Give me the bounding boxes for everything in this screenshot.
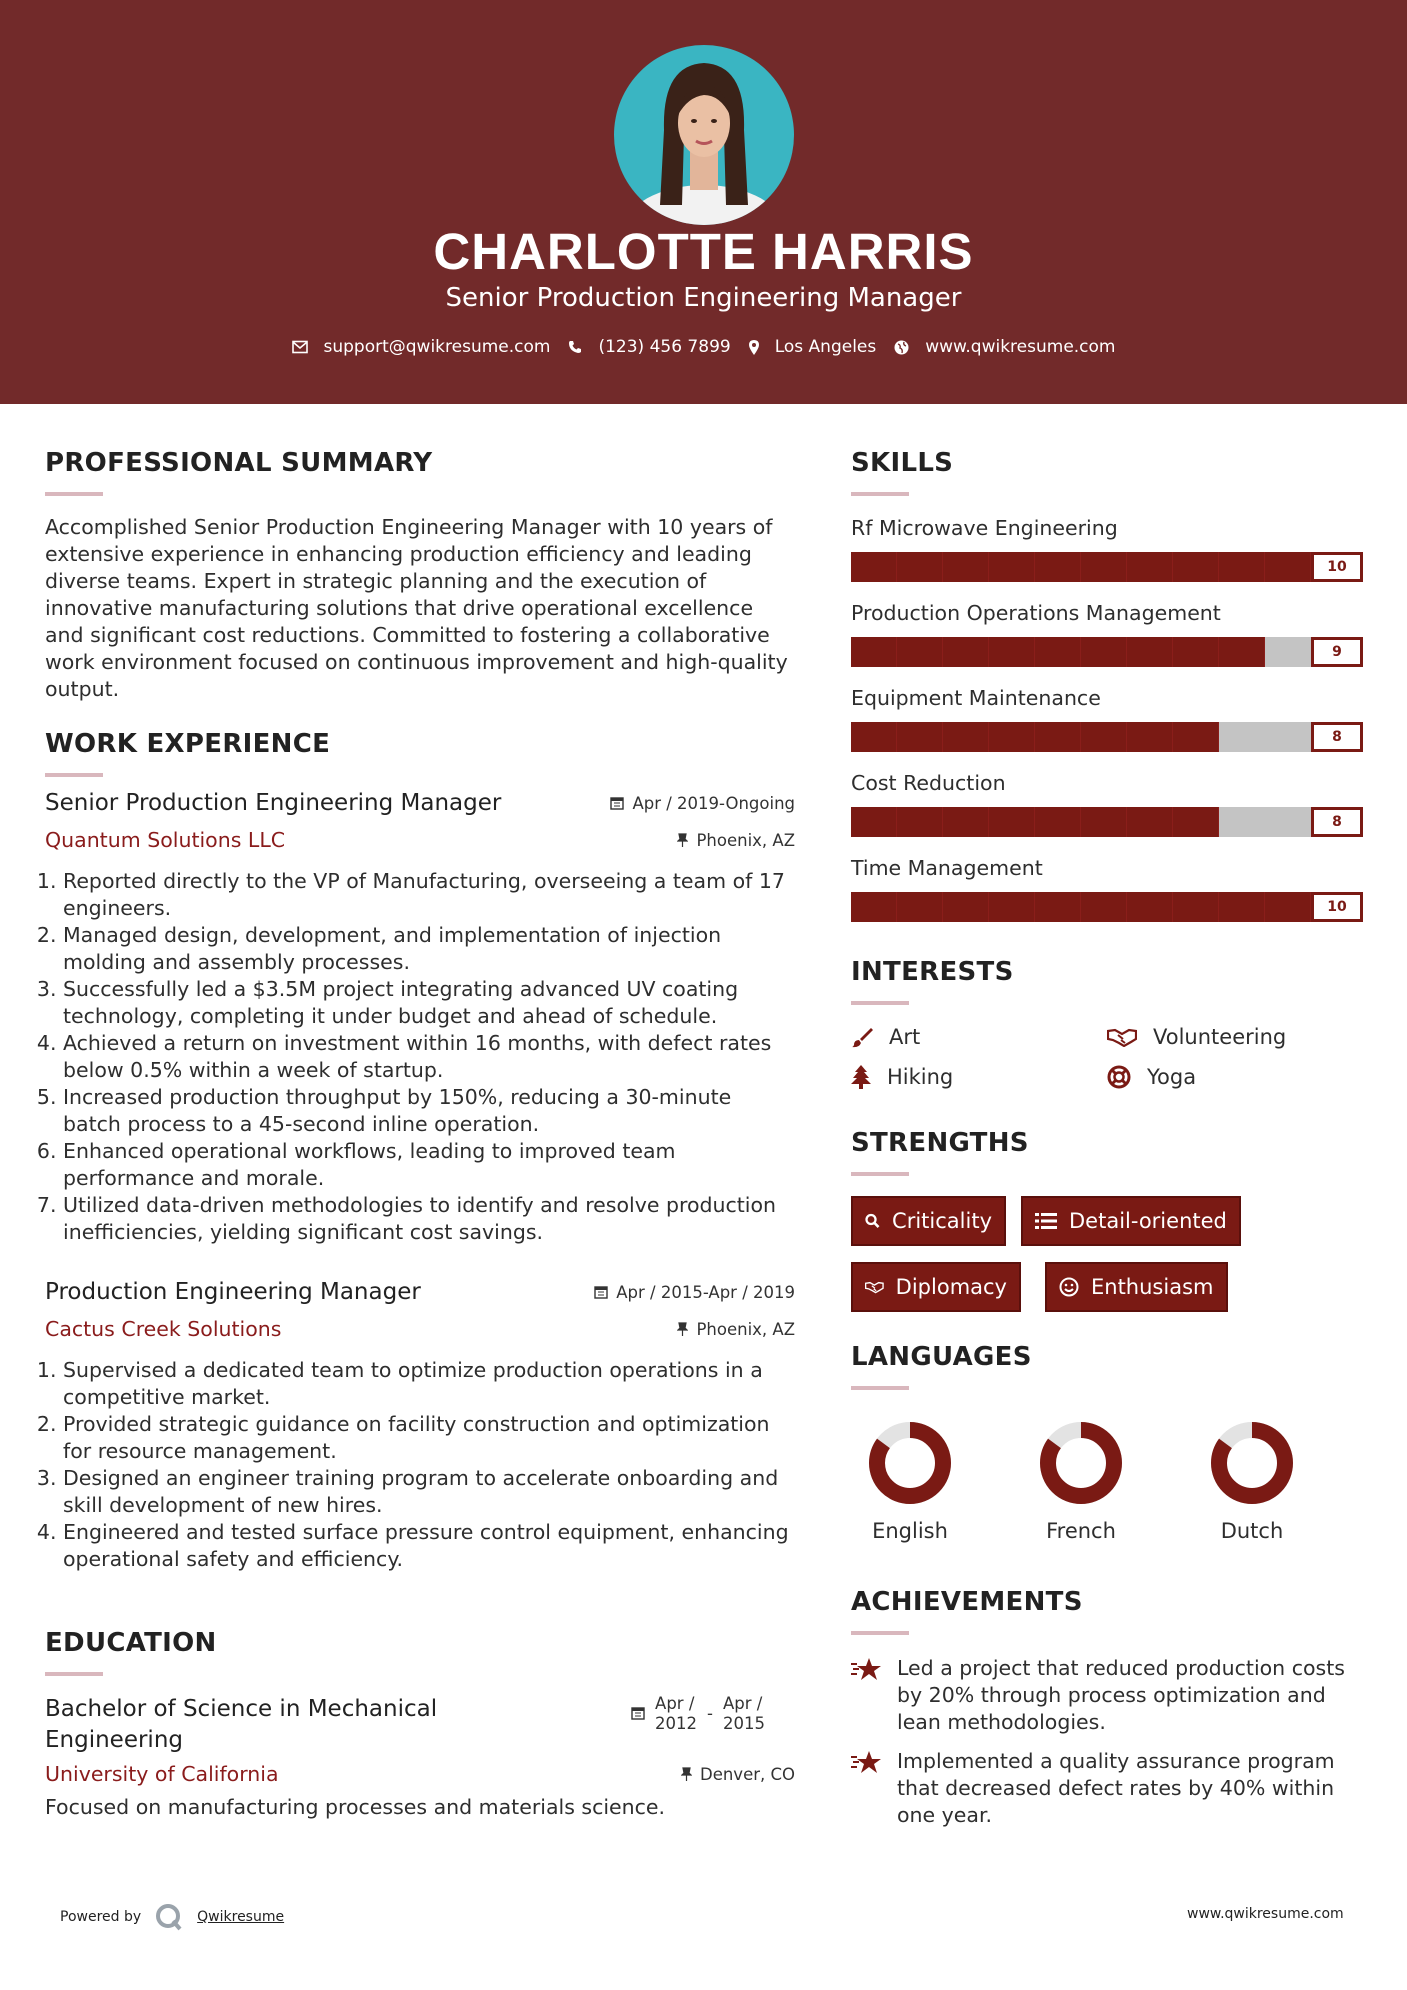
skill-bar bbox=[851, 892, 1363, 922]
skill-segment bbox=[851, 807, 897, 837]
achievement-item bbox=[851, 1748, 1363, 1829]
achievement-text: Implemented a quality assurance program that decreased defect rates by 40% within one year. bbox=[897, 1749, 1335, 1827]
skill-segment bbox=[897, 637, 943, 667]
list-item: 4. Achieved a return on investment within 16 months, with defect rates below 0.5% within a week of startup. bbox=[63, 1030, 795, 1084]
interest-item bbox=[1107, 1065, 1363, 1089]
skill-level-badge: 8 bbox=[1311, 722, 1363, 752]
school-name: University of California bbox=[45, 1762, 279, 1786]
language-label: French bbox=[1046, 1519, 1116, 1543]
skill-segment bbox=[1173, 637, 1219, 667]
tree-icon bbox=[851, 1065, 871, 1089]
skill-segment bbox=[989, 722, 1035, 752]
search-icon bbox=[865, 1211, 880, 1231]
job-dates bbox=[610, 794, 795, 813]
calendar-icon bbox=[594, 1285, 608, 1299]
language-donut bbox=[1038, 1420, 1124, 1506]
list-item: 3. Successfully led a $3.5M project integrating advanced UV coating technology, completing it under budget and ahead of schedule. bbox=[63, 976, 795, 1030]
strength-chip bbox=[851, 1196, 1006, 1246]
powered-by-text: Powered by bbox=[60, 1909, 142, 1925]
skill-item bbox=[851, 516, 1363, 582]
pushpin-icon bbox=[681, 1767, 692, 1782]
language-donut bbox=[867, 1420, 953, 1506]
job-location bbox=[677, 1320, 795, 1339]
footer-powered bbox=[60, 1903, 284, 1931]
job-entry bbox=[45, 1279, 795, 1573]
skill-segment bbox=[851, 552, 897, 582]
skill-segment bbox=[1035, 637, 1081, 667]
job-bullets bbox=[45, 868, 795, 1246]
education-section bbox=[45, 1628, 795, 1821]
heading-underline bbox=[851, 1172, 909, 1176]
skill-segment bbox=[1173, 892, 1219, 922]
list-item: 7. Utilized data-driven methodologies to identify and resolve production inefficiencies, yielding significant cost savings. bbox=[63, 1192, 795, 1246]
skill-segment bbox=[1081, 722, 1127, 752]
brush-icon bbox=[851, 1026, 873, 1048]
profile-photo bbox=[614, 45, 794, 225]
skill-bar bbox=[851, 552, 1363, 582]
calendar-icon bbox=[631, 1706, 645, 1720]
end-year: 2015 bbox=[723, 1714, 765, 1733]
list-icon bbox=[1035, 1212, 1057, 1230]
list-item: 3. Designed an engineer training program to accelerate onboarding and skill development of new hires. bbox=[63, 1465, 795, 1519]
job-title: Production Engineering Manager bbox=[45, 1279, 421, 1305]
skill-segment bbox=[1219, 552, 1265, 582]
contact-website[interactable] bbox=[894, 337, 1115, 357]
skill-name: Equipment Maintenance bbox=[851, 686, 1101, 710]
heading-underline bbox=[851, 492, 909, 496]
strength-chip bbox=[1045, 1262, 1228, 1312]
degree-title: Bachelor of Science in Mechanical Engineering bbox=[45, 1696, 438, 1753]
skill-segment bbox=[943, 807, 989, 837]
company-name: Cactus Creek Solutions bbox=[45, 1317, 282, 1341]
achievement-item bbox=[851, 1655, 1363, 1736]
heading-underline bbox=[851, 1001, 909, 1005]
skill-bar bbox=[851, 722, 1363, 752]
skill-segment bbox=[897, 807, 943, 837]
qwikresume-logo-icon bbox=[155, 1903, 183, 1931]
skill-segment bbox=[897, 722, 943, 752]
education-location-text: Denver, CO bbox=[699, 1764, 795, 1784]
skill-segment bbox=[1265, 552, 1311, 582]
language-item bbox=[1192, 1420, 1312, 1543]
star-icon bbox=[851, 1657, 883, 1681]
strength-label: Criticality bbox=[892, 1209, 992, 1233]
strength-chip bbox=[1021, 1196, 1241, 1246]
skill-segment bbox=[989, 892, 1035, 922]
skill-segment bbox=[1127, 892, 1173, 922]
date-separator: - bbox=[707, 1704, 713, 1723]
company-name: Quantum Solutions LLC bbox=[45, 828, 286, 852]
skill-segment bbox=[1173, 807, 1219, 837]
education-heading: EDUCATION bbox=[45, 1628, 217, 1658]
contact-location bbox=[749, 337, 877, 357]
strength-label: Detail-oriented bbox=[1069, 1209, 1227, 1233]
language-item bbox=[850, 1420, 970, 1543]
interest-label: Yoga bbox=[1147, 1065, 1197, 1089]
job-dates-text: Apr / 2019-Ongoing bbox=[632, 793, 795, 813]
phone-icon bbox=[568, 340, 582, 354]
skill-name: Time Management bbox=[851, 856, 1043, 880]
skill-segment bbox=[1081, 552, 1127, 582]
skill-segment bbox=[1035, 552, 1081, 582]
interests-section bbox=[851, 957, 1363, 1089]
skills-heading: SKILLS bbox=[851, 448, 954, 478]
education-location bbox=[681, 1765, 795, 1784]
list-item: 2. Managed design, development, and implementation of injection molding and assembly processes. bbox=[63, 922, 795, 976]
skill-item bbox=[851, 771, 1363, 837]
smile-icon bbox=[1059, 1277, 1079, 1297]
skill-level-badge: 10 bbox=[1311, 552, 1363, 582]
strengths-section bbox=[851, 1128, 1363, 1176]
candidate-title: Senior Production Engineering Manager bbox=[445, 283, 962, 313]
skill-bar bbox=[851, 637, 1363, 667]
strength-label: Enthusiasm bbox=[1091, 1275, 1214, 1299]
skills-section bbox=[851, 448, 1363, 922]
interest-label: Hiking bbox=[887, 1065, 954, 1089]
skill-segment bbox=[851, 892, 897, 922]
job-entry bbox=[45, 790, 795, 1246]
skill-segment bbox=[1127, 807, 1173, 837]
skill-segment bbox=[943, 637, 989, 667]
skill-segment bbox=[897, 552, 943, 582]
calendar-icon bbox=[610, 796, 624, 810]
contact-row bbox=[0, 337, 1407, 357]
job-location-text: Phoenix, AZ bbox=[696, 830, 795, 850]
languages-heading: LANGUAGES bbox=[851, 1342, 1032, 1372]
skill-segment bbox=[989, 807, 1035, 837]
skill-segment bbox=[1219, 637, 1265, 667]
strength-chip bbox=[851, 1262, 1021, 1312]
skill-level-badge: 9 bbox=[1311, 637, 1363, 667]
brand-link[interactable]: Qwikresume bbox=[197, 1909, 285, 1925]
skill-name: Cost Reduction bbox=[851, 771, 1006, 795]
list-item: 1. Supervised a dedicated team to optimize production operations in a competitive market. bbox=[63, 1357, 795, 1411]
skill-segment bbox=[851, 722, 897, 752]
heading-underline bbox=[45, 492, 103, 496]
language-item bbox=[1021, 1420, 1141, 1543]
handshake-icon bbox=[865, 1277, 884, 1297]
skill-segment bbox=[1173, 552, 1219, 582]
skill-segment bbox=[1035, 892, 1081, 922]
interest-item bbox=[1107, 1025, 1363, 1049]
end-month: Apr / bbox=[723, 1694, 763, 1713]
skill-segment bbox=[1219, 807, 1265, 837]
skill-segment bbox=[1081, 807, 1127, 837]
skill-segment bbox=[1265, 807, 1311, 837]
website-text: www.qwikresume.com bbox=[925, 337, 1116, 357]
pushpin-icon bbox=[677, 1322, 688, 1337]
start-month: Apr / bbox=[655, 1694, 695, 1713]
location-text: Los Angeles bbox=[774, 337, 877, 357]
strengths-heading: STRENGTHS bbox=[851, 1128, 1029, 1158]
list-item: 2. Provided strategic guidance on facility construction and optimization for resource management. bbox=[63, 1411, 795, 1465]
skill-segment bbox=[1265, 637, 1311, 667]
skills-list bbox=[851, 516, 1363, 922]
skill-level-badge: 10 bbox=[1311, 892, 1363, 922]
skill-segment bbox=[989, 637, 1035, 667]
achievements-section bbox=[851, 1587, 1363, 1829]
education-note: Focused on manufacturing processes and materials science. bbox=[45, 1795, 666, 1819]
language-donut bbox=[1209, 1420, 1295, 1506]
job-location-text: Phoenix, AZ bbox=[696, 1319, 795, 1339]
summary-heading: PROFESSIONAL SUMMARY bbox=[45, 448, 433, 478]
map-pin-icon bbox=[749, 340, 759, 355]
job-title: Senior Production Engineering Manager bbox=[45, 790, 502, 816]
skill-item bbox=[851, 686, 1363, 752]
heading-underline bbox=[45, 773, 103, 777]
globe-icon bbox=[894, 340, 909, 355]
list-item: 5. Increased production throughput by 150%, reducing a 30-minute batch process to a 45-second inline operation. bbox=[63, 1084, 795, 1138]
skill-segment bbox=[851, 637, 897, 667]
skill-name: Production Operations Management bbox=[851, 601, 1221, 625]
skill-segment bbox=[1265, 892, 1311, 922]
skill-item bbox=[851, 601, 1363, 667]
email-text: support@qwikresume.com bbox=[323, 337, 551, 357]
job-dates-text: Apr / 2015-Apr / 2019 bbox=[616, 1282, 795, 1302]
pushpin-icon bbox=[677, 833, 688, 848]
interests-grid bbox=[851, 1025, 1363, 1089]
header-banner bbox=[0, 0, 1407, 404]
contact-phone[interactable] bbox=[568, 337, 730, 357]
skill-segment bbox=[1173, 722, 1219, 752]
handshake-icon bbox=[1107, 1027, 1137, 1047]
skill-level-badge: 8 bbox=[1311, 807, 1363, 837]
footer-site-link[interactable]: www.qwikresume.com bbox=[1187, 1906, 1344, 1922]
heading-underline bbox=[45, 1672, 103, 1676]
skill-segment bbox=[1127, 637, 1173, 667]
skill-bar bbox=[851, 807, 1363, 837]
skill-segment bbox=[1081, 892, 1127, 922]
interest-label: Volunteering bbox=[1153, 1025, 1287, 1049]
contact-email[interactable] bbox=[292, 337, 551, 357]
star-icon bbox=[851, 1750, 883, 1774]
interests-heading: INTERESTS bbox=[851, 957, 1014, 987]
summary-text: Accomplished Senior Production Engineering Manager with 10 years of extensive experience in enhancing production efficiency and leading diverse teams. Expert in strategic planning and the execution of innovative manufacturing solutions that drive operational excellence and significant cost reductions. Committed to fostering a collaborative work environment focused on continuous improvement and high-quality output. bbox=[45, 515, 788, 701]
achievements-heading: ACHIEVEMENTS bbox=[851, 1587, 1083, 1617]
heading-underline bbox=[851, 1631, 909, 1635]
list-item: 4. Engineered and tested surface pressure control equipment, enhancing operational safety and efficiency. bbox=[63, 1519, 795, 1573]
languages-section bbox=[851, 1342, 1363, 1390]
phone-text: (123) 456 7899 bbox=[598, 337, 731, 357]
skill-segment bbox=[1219, 722, 1265, 752]
interest-item bbox=[851, 1065, 1107, 1089]
job-dates bbox=[594, 1283, 795, 1302]
skill-segment bbox=[943, 722, 989, 752]
skill-segment bbox=[943, 892, 989, 922]
interest-item bbox=[851, 1025, 1107, 1049]
language-label: English bbox=[872, 1519, 948, 1543]
lifebuoy-icon bbox=[1107, 1065, 1131, 1089]
skill-segment bbox=[1035, 807, 1081, 837]
left-column bbox=[45, 448, 795, 703]
skill-item bbox=[851, 856, 1363, 922]
language-label: Dutch bbox=[1220, 1519, 1284, 1543]
envelope-icon bbox=[292, 340, 308, 354]
list-item: 6. Enhanced operational workflows, leading to improved team performance and morale. bbox=[63, 1138, 795, 1192]
skill-segment bbox=[1219, 892, 1265, 922]
skill-segment bbox=[1265, 722, 1311, 752]
skill-segment bbox=[1127, 722, 1173, 752]
heading-underline bbox=[851, 1386, 909, 1390]
skill-segment bbox=[1127, 552, 1173, 582]
skill-segment bbox=[943, 552, 989, 582]
skill-segment bbox=[1035, 722, 1081, 752]
experience-heading: WORK EXPERIENCE bbox=[45, 729, 331, 759]
job-location bbox=[677, 831, 795, 850]
interest-label: Art bbox=[889, 1025, 921, 1049]
skill-segment bbox=[1081, 637, 1127, 667]
job-bullets bbox=[45, 1357, 795, 1573]
candidate-name: CHARLOTTE HARRIS bbox=[433, 223, 974, 280]
achievement-text: Led a project that reduced production costs by 20% through process optimization and lean methodologies. bbox=[897, 1656, 1345, 1734]
skill-segment bbox=[989, 552, 1035, 582]
experience-section bbox=[45, 729, 795, 777]
skill-segment bbox=[897, 892, 943, 922]
start-year: 2012 bbox=[655, 1714, 698, 1733]
strength-label: Diplomacy bbox=[895, 1275, 1007, 1299]
education-dates bbox=[631, 1694, 765, 1756]
skill-name: Rf Microwave Engineering bbox=[851, 516, 1118, 540]
list-item: 1. Reported directly to the VP of Manufacturing, overseeing a team of 17 engineers. bbox=[63, 868, 795, 922]
